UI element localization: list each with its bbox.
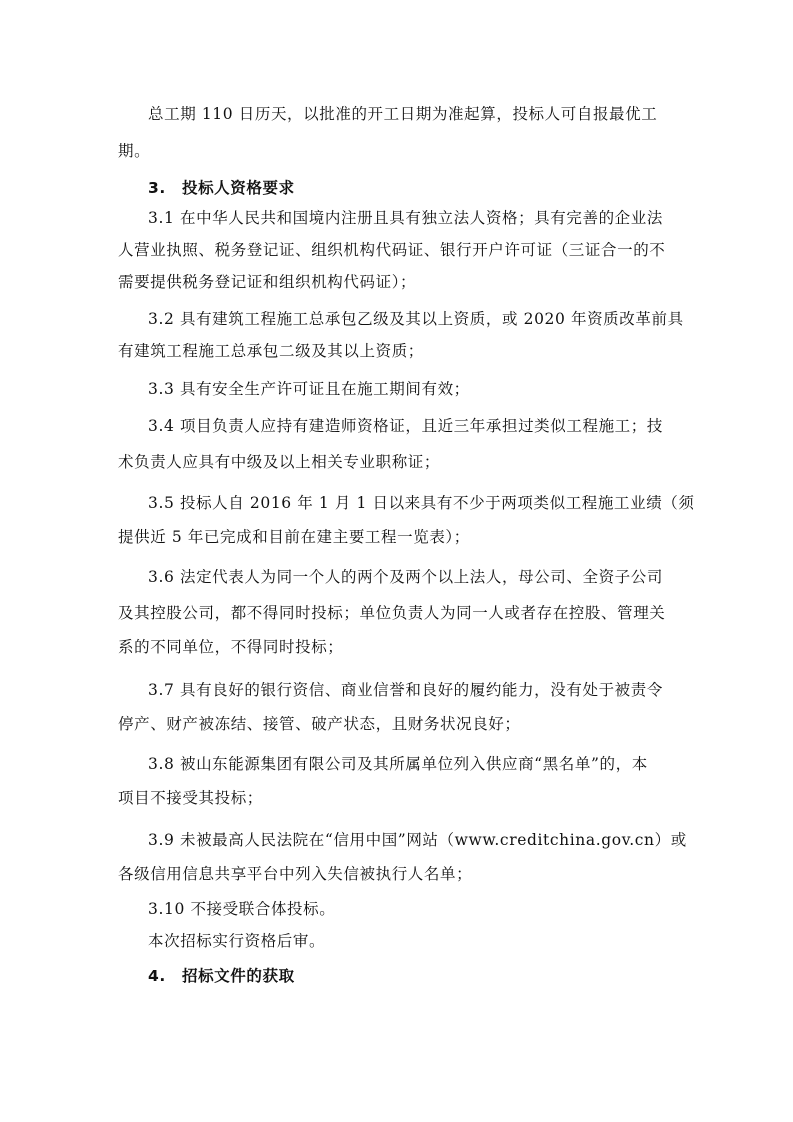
paragraph-line: 提供近 5 年已完成和目前在建主要工程一览表）； — [118, 528, 470, 546]
paragraph-line: 3.2 具有建筑工程施工总承包乙级及其以上资质，或 2020 年资质改革前具 — [148, 310, 684, 328]
section-heading: 3. 投标人资格要求 — [148, 179, 295, 197]
paragraph-line: 3.9 未被最高人民法院在“信用中国”网站（www.creditchina.gov.cn）或 — [148, 831, 687, 849]
paragraph-line: 3.1 在中华人民共和国境内注册且具有独立法人资格；具有完善的企业法 — [148, 209, 663, 227]
paragraph-line: 人营业执照、税务登记证、组织机构代码证、银行开户许可证（三证合一的不 — [118, 241, 666, 259]
paragraph-line: 总工期 110 日历天，以批准的开工日期为准起算，投标人可自报最优工 — [148, 105, 658, 123]
paragraph-line: 3.6 法定代表人为同一个人的两个及两个以上法人，母公司、全资子公司 — [148, 568, 663, 586]
paragraph-line: 停产、财产被冻结、接管、破产状态，且财务状况良好； — [118, 715, 521, 733]
paragraph-line: 3.5 投标人自 2016 年 1 月 1 日以来具有不少于两项类似工程施工业绩（须 — [148, 494, 695, 512]
paragraph-line: 3.7 具有良好的银行资信、商业信誉和良好的履约能力，没有处于被责令 — [148, 681, 663, 699]
paragraph-line: 需要提供税务登记证和组织机构代码证）； — [118, 273, 417, 291]
paragraph-line: 及其控股公司，都不得同时投标；单位负责人为同一人或者存在控股、管理关 — [118, 604, 666, 622]
paragraph-line: 3.10 不接受联合体投标。 — [148, 900, 336, 918]
paragraph-line: 3.8 被山东能源集团有限公司及其所属单位列入供应商“黑名单”的，本 — [148, 755, 648, 773]
paragraph-line: 有建筑工程施工总承包二级及其以上资质； — [118, 342, 424, 360]
paragraph-line: 3.4 项目负责人应持有建造师资格证，且近三年承担过类似工程施工；技 — [148, 417, 663, 435]
paragraph-line: 术负责人应具有中级及以上相关专业职称证； — [118, 453, 441, 471]
paragraph-line: 本次招标实行资格后审。 — [148, 932, 326, 950]
section-heading: 4. 招标文件的获取 — [148, 967, 295, 985]
paragraph-line: 项目不接受其投标； — [118, 789, 263, 807]
paragraph-line: 期。 — [118, 142, 151, 160]
paragraph-line: 3.3 具有安全生产许可证且在施工期间有效； — [148, 380, 470, 398]
paragraph-line: 系的不同单位，不得同时投标； — [118, 638, 344, 656]
paragraph-line: 各级信用信息共享平台中列入失信被执行人名单； — [118, 865, 473, 883]
